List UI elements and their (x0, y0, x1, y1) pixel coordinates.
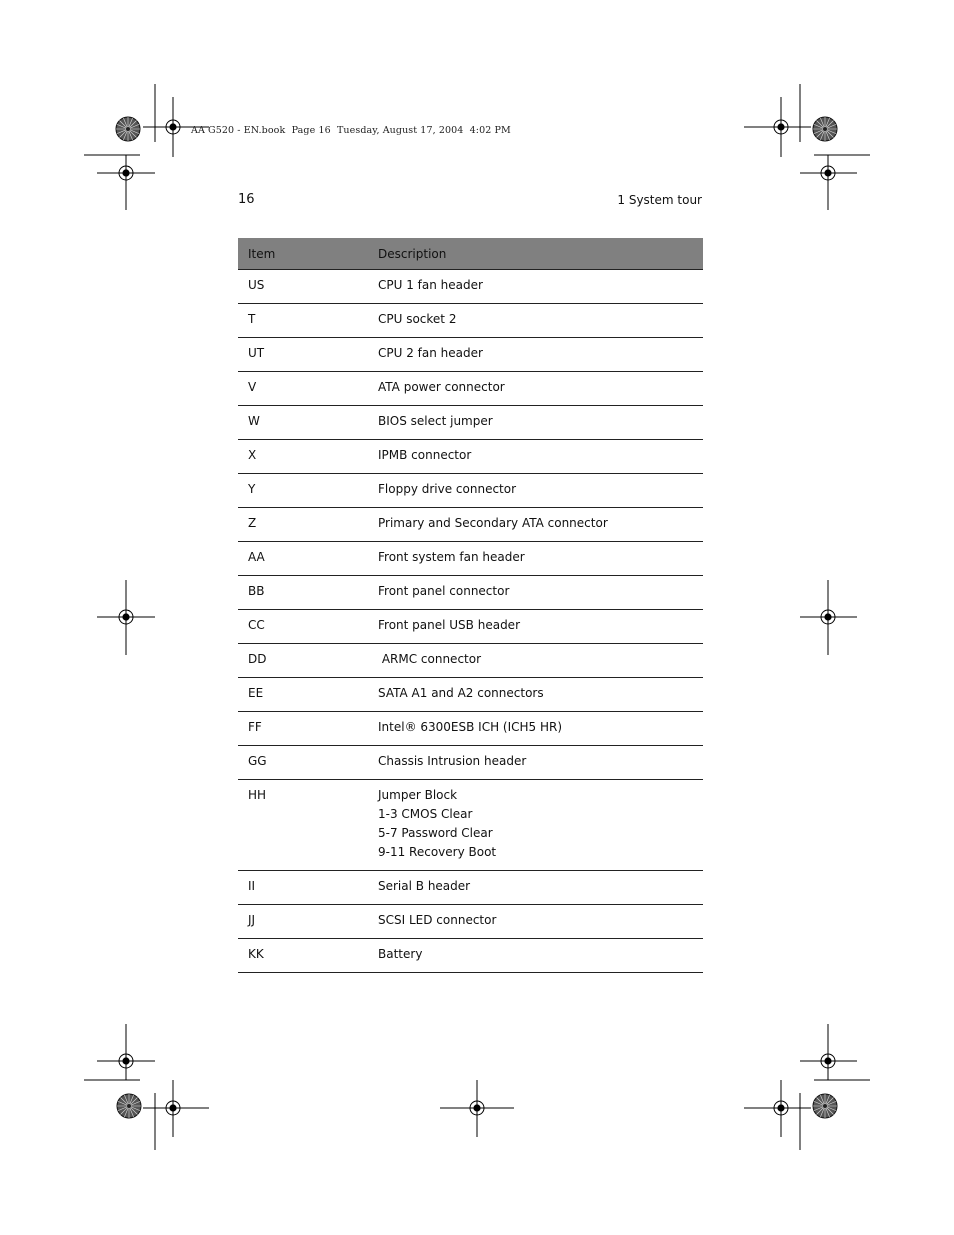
item-cell: EE (238, 678, 368, 712)
description-cell (368, 270, 703, 304)
item-cell: JJ (238, 905, 368, 939)
item-cell: HH (238, 780, 368, 871)
table-row (238, 939, 703, 973)
description-line: Front panel connector (378, 584, 510, 598)
table-row (238, 905, 703, 939)
components-table (238, 238, 703, 973)
item-cell: W (238, 406, 368, 440)
table-row (238, 440, 703, 474)
table-header-row (238, 238, 703, 270)
description-line: CPU socket 2 (378, 312, 457, 326)
item-cell: FF (238, 712, 368, 746)
description-line: Battery (378, 947, 423, 961)
table-row (238, 338, 703, 372)
table-row (238, 610, 703, 644)
description-line: SATA A1 and A2 connectors (378, 686, 544, 700)
item-cell: X (238, 440, 368, 474)
description-line: Floppy drive connector (378, 482, 517, 496)
page-number: 16 (238, 192, 255, 207)
item-cell: II (238, 871, 368, 905)
description-line: CPU 1 fan header (378, 278, 483, 292)
table-row (238, 576, 703, 610)
table-row (238, 644, 703, 678)
description-line: Front system fan header (378, 550, 525, 564)
chapter-title: 1 System tour (617, 193, 702, 207)
description-cell (368, 780, 703, 871)
description-cell (368, 746, 703, 780)
description-cell (368, 939, 703, 973)
table-row (238, 474, 703, 508)
description-cell (368, 508, 703, 542)
description-cell (368, 406, 703, 440)
description-cell (368, 440, 703, 474)
item-cell: Z (238, 508, 368, 542)
description-cell (368, 304, 703, 338)
description-cell (368, 542, 703, 576)
item-cell: T (238, 304, 368, 338)
description-line: Jumper Block (378, 788, 458, 802)
description-cell (368, 576, 703, 610)
description-line: 1-3 CMOS Clear (378, 807, 473, 821)
description-cell (368, 871, 703, 905)
table-row (238, 746, 703, 780)
description-cell (368, 474, 703, 508)
description-cell (368, 712, 703, 746)
description-line: Serial B header (378, 879, 471, 893)
description-line: Front panel USB header (378, 618, 520, 632)
item-cell: DD (238, 644, 368, 678)
column-header-description: Description (368, 238, 703, 270)
table-row (238, 871, 703, 905)
description-cell (368, 678, 703, 712)
table-row (238, 372, 703, 406)
description-line: Chassis Intrusion header (378, 754, 527, 768)
table-row (238, 406, 703, 440)
table-row (238, 270, 703, 304)
item-cell: UT (238, 338, 368, 372)
description-cell (368, 610, 703, 644)
item-cell: GG (238, 746, 368, 780)
table-body (238, 270, 703, 973)
table-row (238, 508, 703, 542)
description-cell (368, 372, 703, 406)
table-row (238, 542, 703, 576)
starburst-target-icon (813, 117, 837, 141)
table-row (238, 304, 703, 338)
starburst-target-icon (117, 1094, 141, 1118)
description-line: ARMC connector (378, 652, 482, 666)
item-cell: BB (238, 576, 368, 610)
column-header-item: Item (238, 238, 368, 270)
description-cell (368, 905, 703, 939)
description-cell (368, 644, 703, 678)
starburst-target-icon (116, 117, 140, 141)
item-cell: V (238, 372, 368, 406)
table-row (238, 678, 703, 712)
description-line: IPMB connector (378, 448, 472, 462)
description-cell (368, 338, 703, 372)
table-row (238, 712, 703, 746)
item-cell: CC (238, 610, 368, 644)
description-line: 9-11 Recovery Boot (378, 845, 497, 859)
description-line: SCSI LED connector (378, 913, 497, 927)
description-line: Primary and Secondary ATA connector (378, 516, 608, 530)
item-cell: AA (238, 542, 368, 576)
table-row (238, 780, 703, 871)
description-line: Intel® 6300ESB ICH (ICH5 HR) (378, 720, 563, 734)
print-slug: AA G520 - EN.book Page 16 Tuesday, August 17, 2004 4:02 PM (191, 125, 511, 136)
item-cell: KK (238, 939, 368, 973)
item-cell: Y (238, 474, 368, 508)
item-cell: US (238, 270, 368, 304)
description-line: BIOS select jumper (378, 414, 493, 428)
starburst-target-icon (813, 1094, 837, 1118)
description-line: 5-7 Password Clear (378, 826, 493, 840)
description-line: CPU 2 fan header (378, 346, 483, 360)
description-line: ATA power connector (378, 380, 505, 394)
